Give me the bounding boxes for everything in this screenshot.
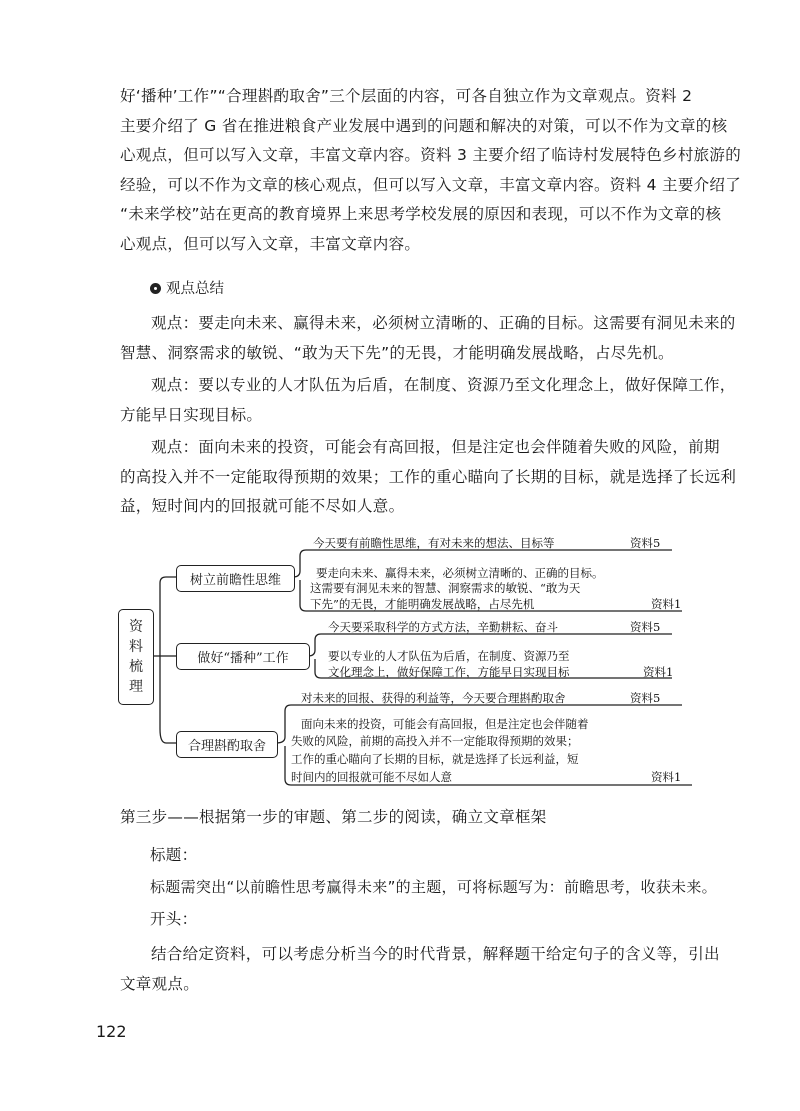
leaf-source: 资料1 [643, 665, 674, 679]
leaf-text: 要以专业的人才队伍为后盾，在制度、资源乃至 [328, 649, 570, 663]
branch-spine [160, 583, 176, 743]
text-line: 观点：要以专业的人才队伍为后盾，在制度、资源乃至文化理念上，做好保障工作， [151, 376, 736, 394]
text-line: 观点：面向未来的投资，可能会有高回报，但是注定也会伴随着失败的风险，前期 [151, 438, 720, 456]
branch-2-box [176, 643, 310, 670]
text-line: 好‘播种’工作”“合理斟酌取舍”三个层面的内容，可各自独立作为文章观点。资料 2 [120, 87, 693, 105]
branch-3-label: 合理斟酌取舍 [187, 739, 266, 754]
opening-paragraph [120, 940, 720, 999]
leaf-text: 这需要有洞见未来的智慧、洞察需求的敏锐、“敢为天 [310, 581, 581, 595]
step3-heading: 第三步——根据第一步的审题、第二步的阅读，确立文章框架 [120, 808, 547, 826]
leaf-text: 今天要有前瞻性思维，有对未来的想法、目标等 [313, 536, 555, 550]
branch-1-label: 树立前瞻性思维 [189, 573, 281, 588]
page-number: 122 [96, 1022, 127, 1041]
leaf-text: 面向未来的投资，可能会有高回报，但是注定也会伴随着 [301, 717, 589, 731]
leaf-text: 工作的重心瞄向了长期的目标，就是选择了长远利益，短 [291, 752, 579, 766]
root-char: 料 [129, 639, 143, 655]
leaf-text: 下先”的无畏，才能明确发展战略，占尽先机 [310, 597, 535, 611]
root-char: 理 [129, 679, 143, 695]
title-text: 标题需突出“以前瞻性思考赢得未来”的主题，可将标题写为：前瞻思考，收获未来。 [150, 878, 717, 896]
leaf-source: 资料1 [651, 597, 682, 611]
text-line: 文章观点。 [120, 974, 200, 993]
text-line: 经验，可以不作为文章的核心观点，但可以写入文章，丰富文章内容。资料 4 主要介绍了 [120, 175, 742, 194]
title-label: 标题： [150, 846, 198, 864]
leaf-source: 资料5 [630, 536, 661, 550]
root-char: 资 [129, 619, 143, 635]
leaf-source: 资料5 [630, 691, 661, 705]
summary-heading-text: 观点总结 [166, 281, 224, 297]
branch-1-connector [160, 577, 176, 583]
text-line: 的高投入并不一定能取得预期的效果；工作的重心瞄向了长期的目标，就是选择了长远利 [120, 467, 737, 486]
branch-1-box [176, 565, 295, 592]
leaf-source: 资料5 [630, 620, 661, 634]
text-line: 结合给定资料，可以考虑分析当今的时代背景，解释题干给定句子的含义等，引出 [151, 945, 720, 963]
text-line: 主要介绍了 G 省在推进粮食产业发展中遇到的问题和解决的对策，可以不作为文章的核 [120, 116, 728, 135]
leaf-source: 资料1 [651, 770, 682, 784]
branch-3-box [176, 731, 278, 758]
leaf-text: 今天要采取科学的方式方法，辛勤耕耘、奋斗 [328, 620, 558, 634]
leaf-text: 失败的风险，前期的高投入并不一定能取得预期的效果； [291, 734, 579, 748]
text-line: 心观点，但可以写入文章，丰富文章内容。资料 3 主要介绍了临诗村发展特色乡村旅游的 [120, 146, 742, 164]
opening-label: 开头： [150, 910, 198, 928]
text-line: “未来学校”站在更高的教育境界上来思考学校发展的原因和表现，可以不作为文章的核 [120, 205, 722, 223]
text-line: 益，短时间内的回报就可能不尽如人意。 [120, 497, 405, 515]
root-char: 梳 [129, 659, 143, 675]
leaf-text: 要走向未来、赢得未来，必须树立清晰的、正确的目标。 [316, 566, 604, 580]
text-line: 智慧、洞察需求的敏锐、“敢为天下先”的无畏，才能明确发展战略，占尽先机。 [120, 343, 674, 362]
text-line: 方能早日实现目标。 [120, 405, 263, 424]
mindmap-root [118, 609, 154, 705]
text-line: 观点：要走向未来、赢得未来，必须树立清晰的、正确的目标。这需要有洞见未来的 [151, 314, 736, 332]
leaf-text: 时间内的回报就可能不尽如人意 [291, 770, 452, 784]
leaf-text: 文化理念上，做好保障工作，方能早日实现目标 [328, 665, 570, 679]
text-line: 心观点，但可以写入文章，丰富文章内容。 [120, 234, 421, 253]
branch-2-label: 做好“播种”工作 [197, 651, 289, 666]
leaf-text: 对未来的回报、获得的利益等，今天要合理斟酌取舍 [301, 691, 566, 705]
